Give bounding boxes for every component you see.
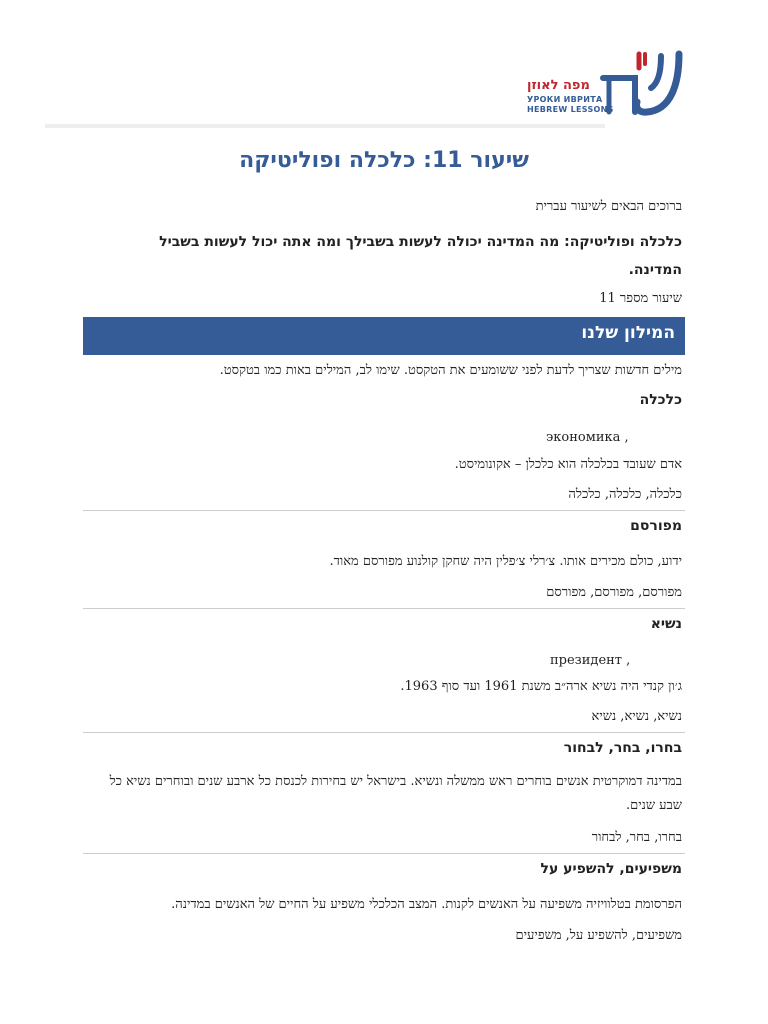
entry-divider [83, 853, 685, 854]
vocab-forms: בחרו, בחר, לבחור [591, 830, 682, 845]
vocab-term: משפיעים, להשפיע על [540, 861, 682, 877]
vocab-forms: מפורסם, מפורסם, מפורסם [546, 585, 682, 600]
vocab-example: הפרסומת בטלוויזיה משפיעה על האנשים לקנות. המצב הכלכלי משפיע על החיים של האנשים במדינה. [171, 897, 682, 912]
logo-subtitle-ru: УРОКИ ИВРИТА [527, 95, 603, 104]
logo-brand-text: מפה לאוזן [527, 78, 590, 93]
entry-divider [83, 732, 685, 733]
lesson-subtitle: כלכלה ופוליטיקה: מה המדינה יכולה לעשות בשבילך ומה אתה יכול לעשות בשביל המדינה. [159, 234, 682, 278]
vocab-term: נשיא [650, 616, 682, 632]
section-header [83, 317, 685, 355]
vocab-term: כלכלה [639, 392, 682, 408]
site-logo[interactable] [525, 48, 685, 118]
vocab-translation: экономика , [546, 430, 629, 445]
vocab-forms: משפיעים, להשפיע על, משפיעים [515, 928, 682, 943]
vocab-example: אדם שעובד בכלכלה הוא כלכלן – אקונומיסט. [454, 457, 682, 472]
vocab-term: בחרו, בחר, לבחור [563, 740, 682, 756]
header-divider [45, 124, 605, 128]
vocab-example: ג׳ון קנדי היה נשיא ארה״ב משנת 1961 ועד סוף 1963. [400, 679, 682, 694]
logo-mark-icon [595, 48, 683, 118]
section-title: המילון שלנו [581, 323, 675, 343]
vocabulary-intro: מילים חדשות שצריך לדעת לפני ששומעים את הטקסט. שימו לב, המילים באות כמו בטקסט. [219, 363, 682, 378]
vocab-translation: президент , [550, 653, 631, 668]
entry-divider [83, 510, 685, 511]
welcome-text: ברוכים הבאים לשיעור עברית [535, 199, 682, 214]
vocab-example: ידוע, כולם מכירים אותו. צ׳רלי צ׳פלין היה שחקן קולנוע מפורסם מאוד. [329, 554, 682, 569]
logo-subtitle-en: HEBREW LESSONS [527, 105, 614, 114]
page-title: שיעור 11: כלכלה ופוליטיקה [239, 148, 529, 173]
vocab-forms: נשיא, נשיא, נשיא [591, 709, 682, 724]
vocab-example: במדינה דמוקרטית אנשים בוחרים ראש ממשלה ונשיא. בישראל יש בחירות לכנסת כל ארבע שנים ובוחרים נשיא כל שבע שנים. [109, 774, 682, 813]
vocab-term: מפורסם [630, 518, 682, 534]
entry-divider [83, 608, 685, 609]
lesson-number: שיעור מספר 11 [599, 291, 682, 306]
vocab-forms: כלכלה, כלכלה, כלכלה [568, 487, 682, 502]
